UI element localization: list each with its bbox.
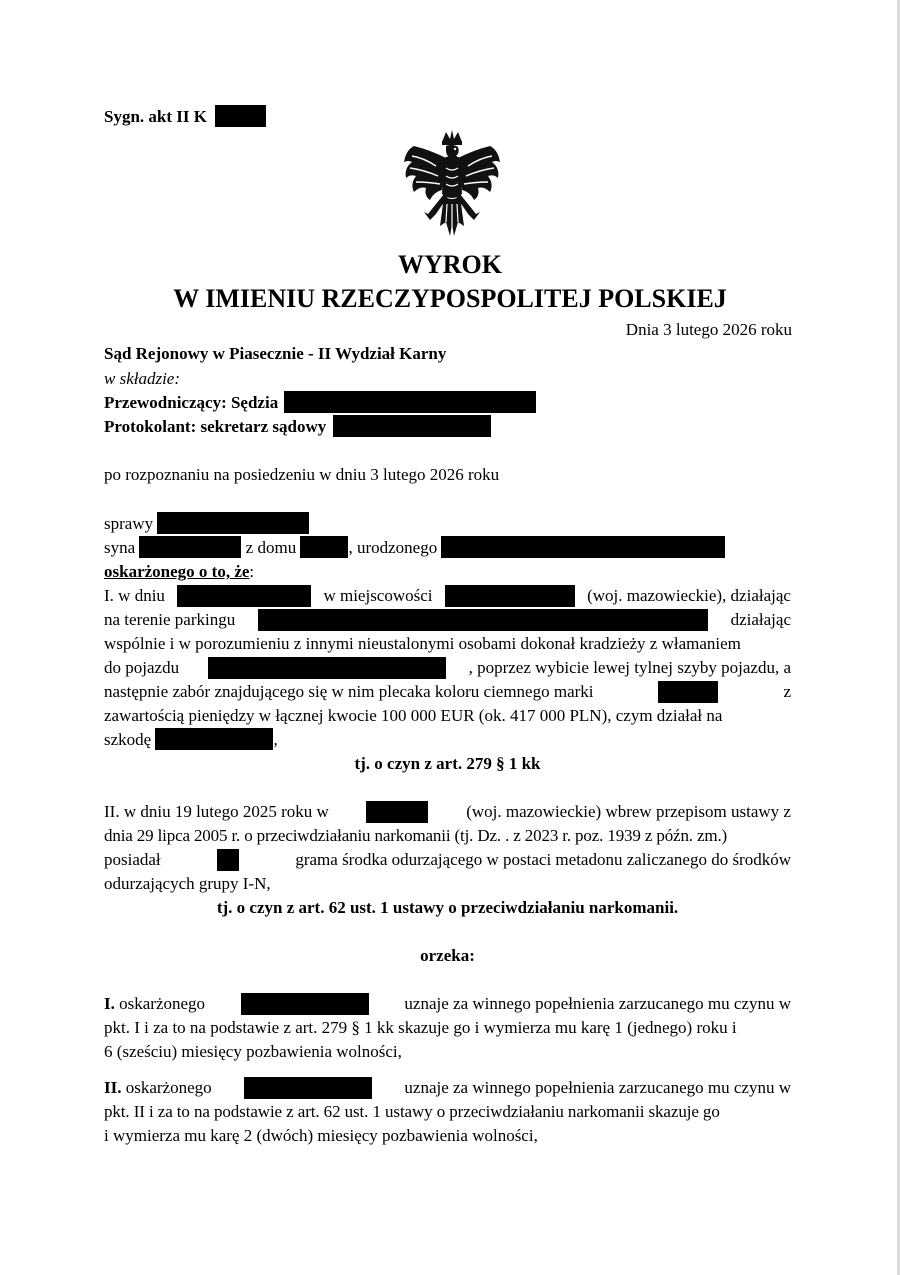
accused-heading [104, 560, 254, 584]
case-label: sprawy [104, 514, 154, 533]
text: z [783, 682, 791, 701]
ruling2-line2: pkt. II i za to na podstawie z art. 62 ust. 1 ustawy o przeciwdziałaniu narkomanii skazuje go [104, 1102, 720, 1121]
text: do pojazdu [104, 658, 180, 677]
text: uznaje za winnego popełnienia zarzucanego mu czynu w [404, 994, 791, 1013]
son-label: syna [104, 538, 136, 557]
text: (woj. mazowieckie), działając [587, 586, 791, 605]
charge1-line5 [104, 680, 791, 704]
charge1-line2 [104, 608, 791, 632]
ruling-number: II. [104, 1078, 122, 1097]
redaction [244, 1077, 372, 1099]
document-subtitle: W IMIENIU RZECZYPOSPOLITEJ POLSKIEJ [173, 284, 727, 313]
text: , [273, 730, 278, 749]
text: uznaje za winnego popełnienia zarzucanego mu czynu w [404, 1078, 791, 1097]
redaction [441, 536, 725, 558]
text: posiadał [104, 850, 161, 869]
text: II. w dniu 19 lutego 2025 roku w [104, 802, 329, 821]
presiding-judge [104, 391, 536, 415]
hearing-line: po rozpoznaniu na posiedzeniu w dniu 3 lutego 2026 roku [104, 465, 500, 484]
charge1-line7 [104, 728, 278, 752]
charge2-line1 [104, 800, 791, 824]
redaction [366, 801, 428, 823]
text: szkodę [104, 730, 152, 749]
text: (woj. mazowieckie) wbrew przepisom ustawy z [466, 802, 791, 821]
ruling2-line3: i wymierza mu karę 2 (dwóch) miesięcy pozbawienia wolności, [104, 1126, 538, 1145]
redaction [300, 536, 348, 558]
born-label: , urodzonego [348, 538, 438, 557]
charge2-line4: odurzających grupy I-N, [104, 874, 271, 893]
ruling1-line2: pkt. I i za to na podstawie z art. 279 § 1 kk skazuje go i wymierza mu karę 1 (jednego) roku i [104, 1018, 737, 1037]
redaction [215, 105, 266, 127]
judgment-date: Dnia 3 lutego 2026 roku [625, 320, 792, 339]
text: w miejscowości [323, 586, 433, 605]
redaction [333, 415, 491, 437]
charge1-line1 [104, 584, 791, 608]
text: oskarżonego [125, 1078, 212, 1097]
ruling1-line3: 6 (sześciu) miesięcy pozbawienia wolności, [104, 1042, 402, 1061]
ruling2-line1 [104, 1076, 791, 1100]
court-clerk [104, 415, 491, 439]
charge1-line4 [104, 656, 791, 680]
redaction [208, 657, 446, 679]
text: działając [730, 610, 791, 629]
redaction [258, 609, 708, 631]
maiden-label: z domu [245, 538, 297, 557]
redaction [445, 585, 575, 607]
charge2-line3 [104, 848, 791, 872]
signature-label: Sygn. akt II K [104, 107, 207, 126]
charge2-line2: dnia 29 lipca 2005 r. o przeciwdziałaniu narkomanii (tj. Dz. . z 2023 r. poz. 1939 z późn. zm.) [104, 826, 728, 845]
clerk-label: Protokolant: sekretarz sądowy [104, 417, 327, 436]
redaction [241, 993, 369, 1015]
accused-colon: : [249, 562, 255, 581]
charge1-line6: zawartością pieniędzy w łącznej kwocie 100 000 EUR (ok. 417 000 PLN), czym działał na [104, 706, 723, 725]
son-of-line [104, 536, 725, 560]
redaction [177, 585, 311, 607]
court-name: Sąd Rejonowy w Piasecznie - II Wydział Karny [104, 344, 447, 363]
document-title: WYROK [398, 250, 502, 279]
text: następnie zabór znajdującego się w nim plecaka koloru ciemnego marki [104, 682, 594, 701]
ruling-heading: orzeka: [420, 946, 475, 965]
text: oskarżonego [119, 994, 206, 1013]
redaction [658, 681, 718, 703]
charge1-line3: wspólnie i w porozumieniu z innymi nieustalonymi osobami dokonał kradzieży z włamaniem [104, 634, 741, 653]
case-signature [104, 105, 266, 129]
text: I. w dniu [104, 586, 165, 605]
case-of [104, 512, 309, 536]
charge1-qualification: tj. o czyn z art. 279 § 1 kk [354, 754, 541, 773]
text: grama środka odurzającego w postaci metadonu zaliczanego do środków [295, 850, 791, 869]
charge2-qualification: tj. o czyn z art. 62 ust. 1 ustawy o przeciwdziałaniu narkomanii. [216, 898, 679, 917]
composition-label: w składzie: [104, 369, 181, 388]
redaction [155, 728, 273, 750]
redaction [139, 536, 241, 558]
ruling-number: I. [104, 994, 115, 1013]
redaction [157, 512, 309, 534]
redaction [284, 391, 536, 413]
presiding-label: Przewodniczący: Sędzia [104, 393, 279, 412]
redaction [217, 849, 239, 871]
text: na terenie parkingu [104, 610, 236, 629]
polish-eagle-emblem [400, 128, 504, 244]
accused-label: oskarżonego o to, że [104, 562, 250, 581]
ruling1-line1 [104, 992, 791, 1016]
text: , poprzez wybicie lewej tylnej szyby pojazdu, a [468, 658, 791, 677]
